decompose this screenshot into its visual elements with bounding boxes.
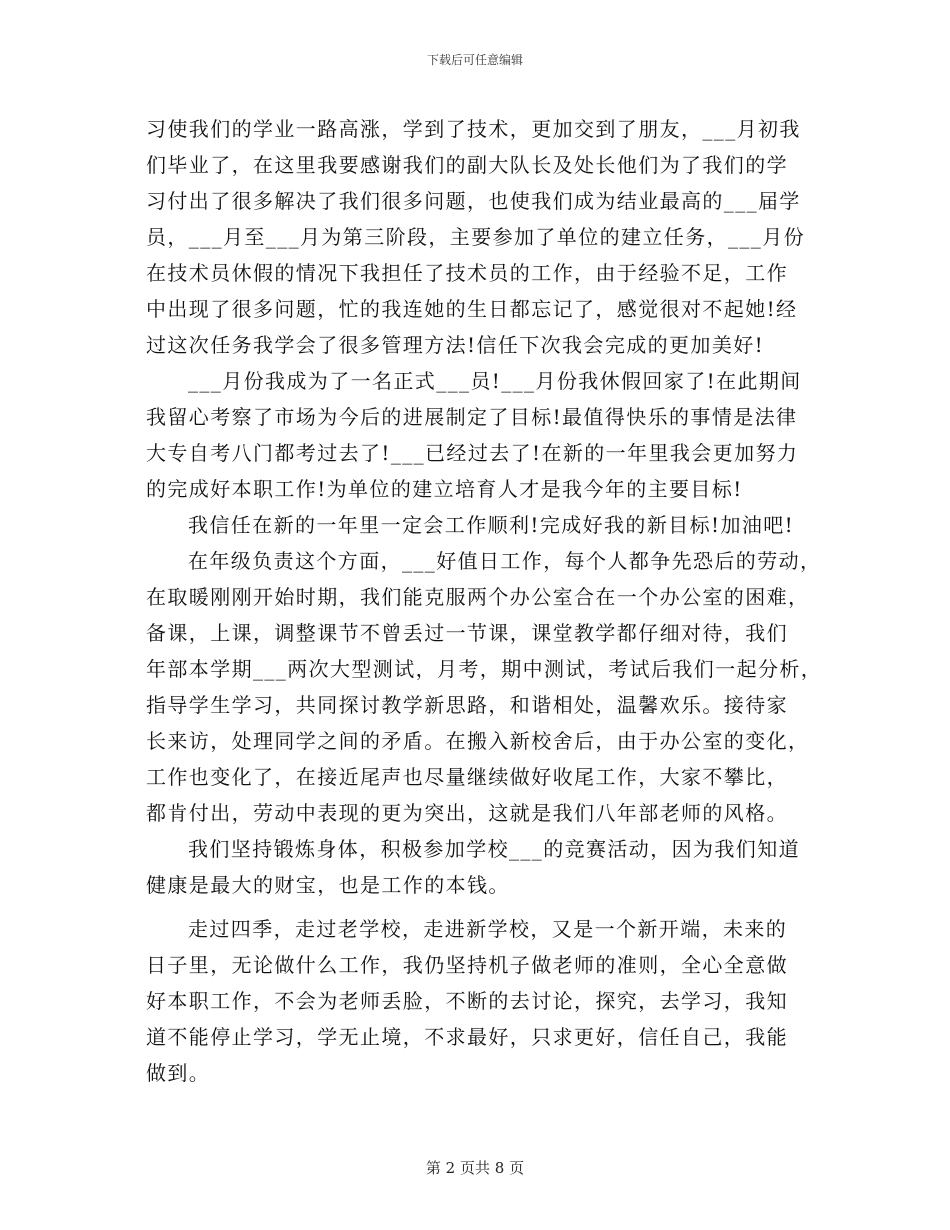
text-line: 员，___月至___月为第三阶段，主要参加了单位的建立任务，___月份 — [146, 225, 805, 249]
text-line: 的完成好本职工作!为单位的建立培育人才是我今年的主要目标! — [146, 477, 743, 501]
text-line: 好本职工作，不会为老师丢脸，不断的去讨论，探究，去学习，我知 — [146, 989, 788, 1013]
text-line: 长来访，处理同学之间的矛盾。在搬入新校舍后，由于办公室的变化， — [146, 729, 810, 753]
paragraph-start-line: ___月份我成为了一名正式___员!___月份我休假回家了!在此期间 — [188, 369, 802, 393]
text-line: 都肯付出，劳动中表现的更为突出，这就是我们八年部老师的风格。 — [146, 801, 788, 825]
page-header: 下载后可任意编辑 — [426, 53, 523, 67]
text-line: 中出现了很多问题，忙的我连她的生日都忘记了，感觉很对不起她!经 — [146, 297, 798, 321]
text-line: 过这次任务我学会了很多管理方法!信任下次我会完成的更加美好! — [146, 333, 765, 357]
text-line: 习付出了很多解决了我们很多问题，也使我们成为结业最高的___届学 — [146, 189, 801, 213]
text-line: 日子里，无论做什么工作，我仍坚持机子做老师的准则，全心全意做 — [146, 953, 788, 977]
text-line: 备课，上课，调整课节不曾丢过一节课，课堂教学都仔细对待，我们 — [146, 621, 788, 645]
page-number-footer: 第 2 页共 8 页 — [425, 1159, 525, 1177]
text-line: 在技术员休假的情况下我担任了技术员的工作，由于经验不足，工作 — [146, 261, 788, 285]
text-line: 工作也变化了，在接近尾声也尽量继续做好收尾工作，大家不攀比， — [146, 765, 788, 789]
paragraph-start-line: 我们坚持锻炼身体，积极参加学校___的竞赛活动，因为我们知道 — [188, 837, 800, 861]
text-line: 大专自考八门都考过去了!___已经过去了!在新的一年里我会更加努力 — [146, 441, 799, 465]
text-line: 做到。 — [146, 1061, 211, 1085]
text-line: 年部本学期___两次大型测试，月考，期中测试，考试后我们一起分析， — [146, 657, 823, 681]
paragraph-start-line: 在年级负责这个方面，___好值日工作，每个人都争先恐后的劳动， — [188, 549, 822, 573]
text-line: 指导学生学习，共同探讨教学新思路，和谐相处，温馨欢乐。接待家 — [146, 693, 788, 717]
text-line: 道不能停止学习，学无止境，不求最好，只求更好，信任自己，我能 — [146, 1025, 788, 1049]
document-body — [146, 111, 826, 1091]
text-line: 们毕业了，在这里我要感谢我们的副大队长及处长他们为了我们的学 — [146, 153, 788, 177]
text-line: 健康是最大的财宝，也是工作的本钱。 — [146, 873, 510, 897]
text-line: 我留心考察了市场为今后的进展制定了目标!最值得快乐的事情是法律 — [146, 405, 798, 429]
text-line: 习使我们的学业一路高涨，学到了技术，更加交到了朋友，___月初我 — [146, 117, 801, 141]
paragraph-gap — [146, 903, 826, 911]
paragraph-start-line: 我信任在新的一年里一定会工作顺利!完成好我的新目标!加油吧! — [188, 513, 795, 537]
paragraph-start-line: 走过四季，走过老学校，走进新学校，又是一个新开端，未来的 — [188, 917, 788, 941]
text-line: 在取暖刚刚开始时期，我们能克服两个办公室合在一个办公室的困难， — [146, 585, 810, 609]
